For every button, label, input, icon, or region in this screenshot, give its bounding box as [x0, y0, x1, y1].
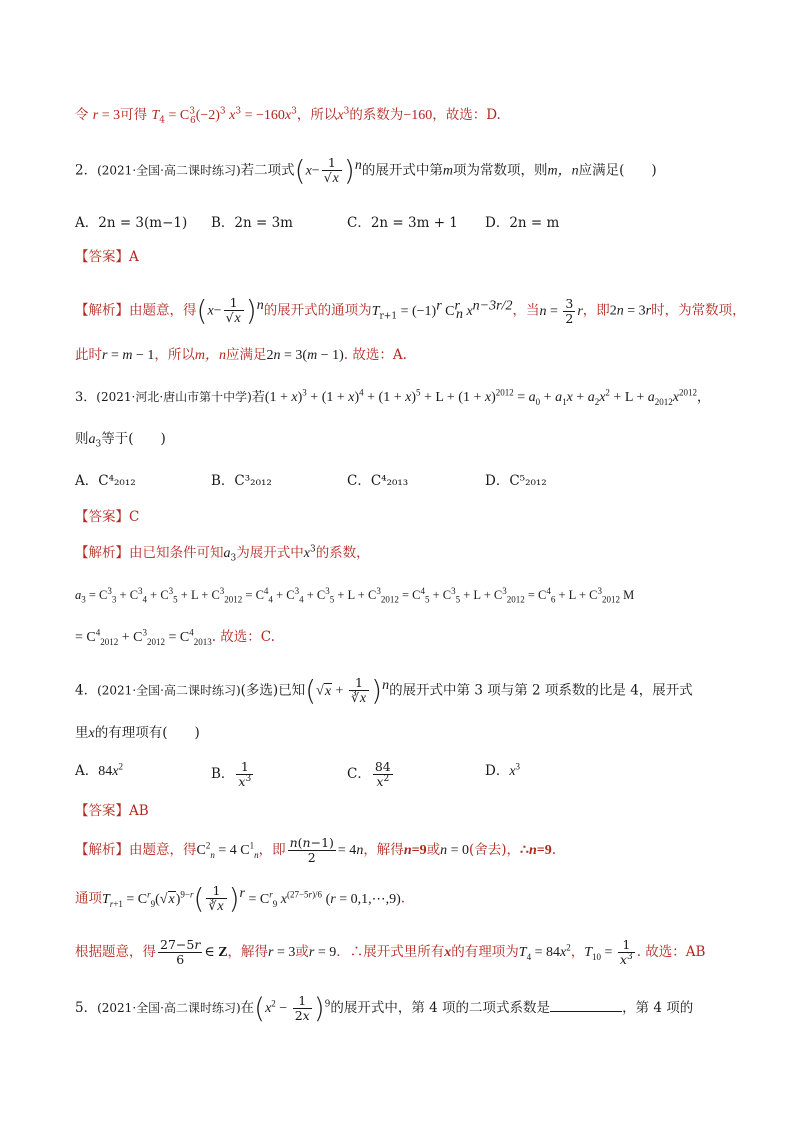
- q3-option-a[interactable]: A．C⁴₂₀₁₂: [75, 473, 136, 489]
- q1-conclusion: 令 r = 3可得 $T_4 = C^3_6(-2)^3$ $x^3 = -160x^3$，所以$x^3$的系数为−160，故选：D.: [75, 106, 501, 126]
- q4-option-c[interactable]: C． $\frac{84}{x^2}$: [347, 759, 391, 789]
- q3-answer: 【答案】C: [75, 509, 140, 525]
- q2-stem: 2．(2021·全国·高二课时练习)若二项式(x− $\frac{1}{√x}$ )$^n$的展开式中第m项为常数项，则m，n应满足( ): [75, 154, 657, 187]
- q2-analysis-line2: 此时r = m − 1，所以m，n应满足2n = 3(m − 1). 故选：A.: [75, 347, 407, 363]
- q5-stem: 5．(2021·全国·高二课时练习)在($x^2$ − $\frac{1}{2x}$ )$^9$的展开式中，第 4 项的二项式系数是 ，第 4 项的: [75, 991, 694, 1025]
- q4-analysis-line3: 根据题意，得 $\frac{27-5r}{6}$ ∈ Z，解得r = 3或r = 9．∴展开式里所有x的有理项为$T_4 = 84x^2$，$T_{10}$ = $\frac{1}{x^3}$ . 故选：AB: [75, 937, 706, 967]
- q3-analysis-line2: $a_3 = C^3_3 + C^3_4 + C^3_5 + L + C^3_{2012} = C^4_4 + C^3_4 + C^3_5 + L + C^3_{2012} = C^4_5 + C^3_5 + L + C^3_{2012} = C^4_6 + L + C^3_{2012}$ M: [75, 585, 635, 605]
- q2-analysis-line1: 【解析】由题意，得(x− $\frac{1}{√x}$ )$^n$的展开式的通项为$T_{r+1} = (-1)^r$ $C^r_n$ $x^{n-3r/2}$，当n = $\frac{3}{2}$ r，即2n = 3r时，为常数项，: [75, 294, 746, 327]
- q4-stem-line2: 里x的有理项有( ): [75, 725, 200, 741]
- q4-answer: 【答案】AB: [75, 803, 149, 819]
- q2-option-a[interactable]: A．2n = 3(m−1): [75, 215, 188, 231]
- q4-analysis-line1: 【解析】由题意，得$C^2_n = 4$ $C^1_n$，即 $\frac{n(n-1)}{2}$ = 4n，解得n=9或n = 0(舍去)，∴n=9.: [75, 835, 557, 865]
- q3-option-b[interactable]: B．C³₂₀₁₂: [211, 473, 272, 489]
- q2-answer: 【答案】A: [75, 249, 139, 265]
- q4-stem: 4．(2021·全国·高二课时练习)(多选)已知(√x + $\frac{1}{∛x}$ )$^n$的展开式中第 3 项与第 2 项系数的比是 4，展开式: [75, 674, 693, 707]
- q2-option-c[interactable]: C．2n = 3m + 1: [347, 215, 458, 231]
- fill-in-blank[interactable]: [550, 997, 622, 1012]
- answer-tag: 【答案】: [75, 249, 129, 265]
- q3-stem: 3．(2021·河北·唐山市第十中学)若$(1 + x)^3 + (1 + x)^4 + (1 + x)^5 + L + (1 + x)^{2012} = a_0 + a_1x + a_2x^2 + L + a_{2012}x^{2012}$，: [75, 387, 710, 407]
- q3-analysis-line3: = $C^4_{2012} + C^3_{2012} = C^4_{2013}$. 故选：C.: [75, 627, 275, 647]
- q2-option-d[interactable]: D．2n = m: [485, 215, 560, 231]
- q3-option-d[interactable]: D．C⁵₂₀₁₂: [485, 473, 547, 489]
- q3-analysis-line1: 【解析】由已知条件可知$a_3$为展开式中$x^3$的系数，: [75, 544, 370, 564]
- q4-option-d[interactable]: D．$x^3$: [485, 761, 521, 779]
- q4-option-b[interactable]: B． $\frac{1}{x^3}$: [211, 759, 252, 789]
- q3-option-c[interactable]: C．C⁴₂₀₁₃: [347, 473, 409, 489]
- q4-option-a[interactable]: A．$84x^2$: [75, 761, 123, 779]
- q3-stem-line2: 则$a_3$等于( ): [75, 431, 166, 450]
- q4-analysis-line2: 通项$T_{r+1} = C^r_9(√x)^{9-r}$( $\frac{1}{∛x}$ )$^r = C^r_9$ $x^{(27-5r)/6}$ (r = 0,1,⋯,9).: [75, 882, 406, 915]
- q2-option-b[interactable]: B．2n = 3m: [211, 215, 293, 231]
